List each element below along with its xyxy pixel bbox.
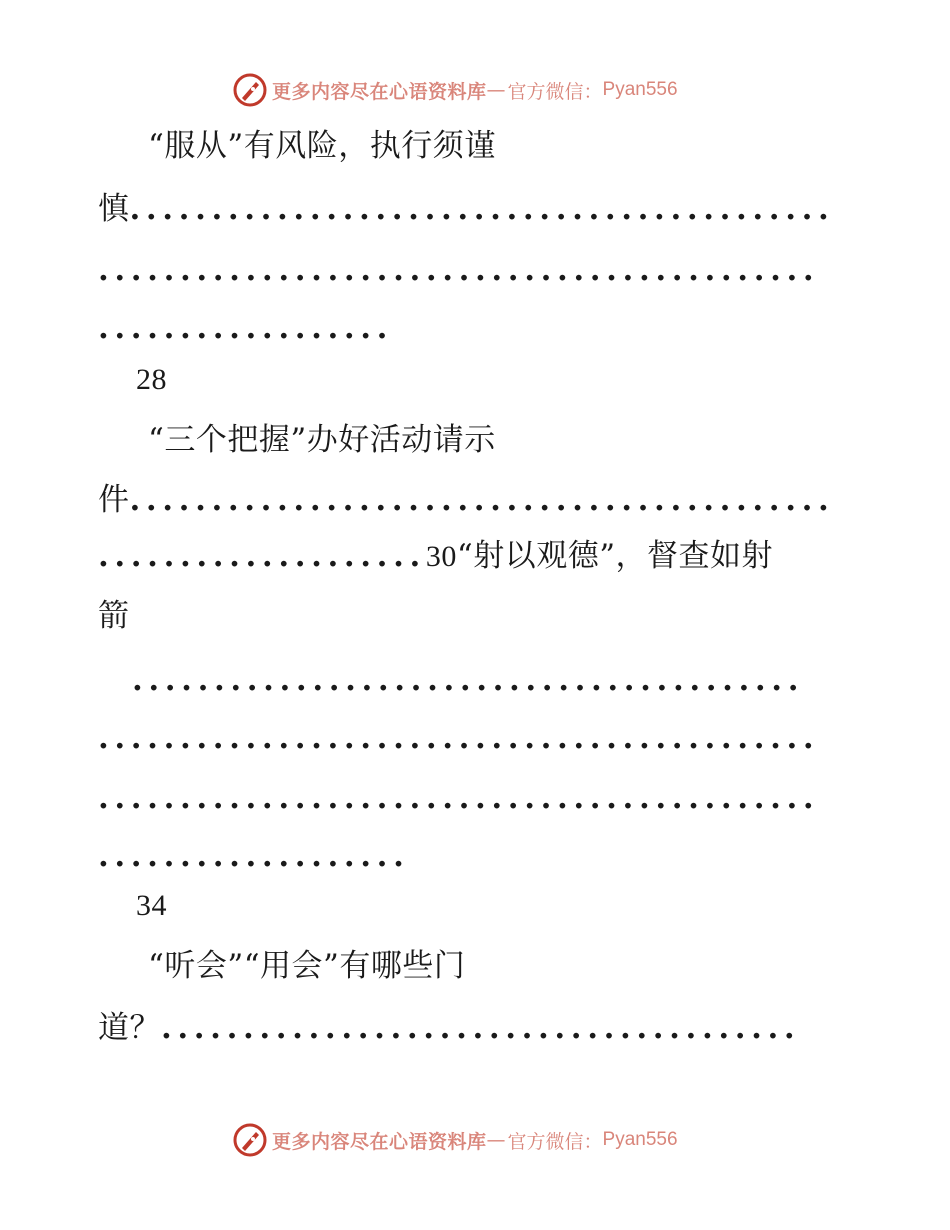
toc-page-number: 28 <box>136 363 167 396</box>
banner-dash: — <box>486 79 506 101</box>
toc-line <box>98 774 898 822</box>
banner-wechat-id: Pyan556 <box>602 1129 678 1150</box>
toc-title-line: “射以观德”，督查如射 <box>456 538 774 574</box>
toc-title-line: “服从”有风险，执行须谨 <box>148 128 496 164</box>
toc-title-line: “三个把握”办好活动请示 <box>148 422 496 458</box>
toc-leader-dots: ........................................... <box>129 191 835 227</box>
toc-line <box>98 185 898 233</box>
pen-logo-icon <box>232 72 268 108</box>
toc-line <box>98 714 898 762</box>
toc-title-tail: 慎 <box>98 191 130 227</box>
toc-title-tail: 道？ <box>98 1010 161 1046</box>
toc-line <box>98 246 898 294</box>
pen-logo-icon <box>232 1122 268 1158</box>
toc-line <box>98 532 898 580</box>
toc-line <box>98 1004 898 1052</box>
toc-leader-dots: ....................................... <box>161 1010 801 1046</box>
toc-line <box>132 656 932 704</box>
toc-line <box>98 832 898 880</box>
toc-leader-dots: ......................................... <box>132 662 805 698</box>
toc-leader-dots: ............................................ <box>98 780 820 816</box>
toc-title-line: “听会”“用会”有哪些门 <box>148 948 466 984</box>
banner-wechat-id: Pyan556 <box>602 79 678 100</box>
banner-official-label: 官方微信： <box>507 80 603 103</box>
toc-line <box>98 592 898 640</box>
banner-main-text: 更多内容尽在心语资料库 <box>272 1130 487 1153</box>
toc-page-number: 34 <box>136 889 167 922</box>
toc-title-tail: 件 <box>98 482 130 518</box>
toc-title-tail: 箭 <box>98 598 130 634</box>
toc-leader-dots: ........................................... <box>129 482 835 518</box>
toc-leader-dots: .................. <box>98 310 394 346</box>
toc-leader-dots: .................... <box>98 538 426 574</box>
footer-watermark <box>232 1120 678 1160</box>
toc-line <box>98 304 898 352</box>
toc-leader-dots: ............................................ <box>98 252 820 288</box>
toc-line <box>98 476 898 524</box>
banner-dash: — <box>486 1129 506 1151</box>
banner-official-label: 官方微信： <box>507 1130 603 1153</box>
banner-main-text: 更多内容尽在心语资料库 <box>272 80 487 103</box>
toc-leader-dots: ............................................ <box>98 720 820 756</box>
toc-page-number: 30 <box>425 540 457 573</box>
toc-leader-dots: ................... <box>98 838 410 874</box>
header-watermark <box>232 70 678 110</box>
